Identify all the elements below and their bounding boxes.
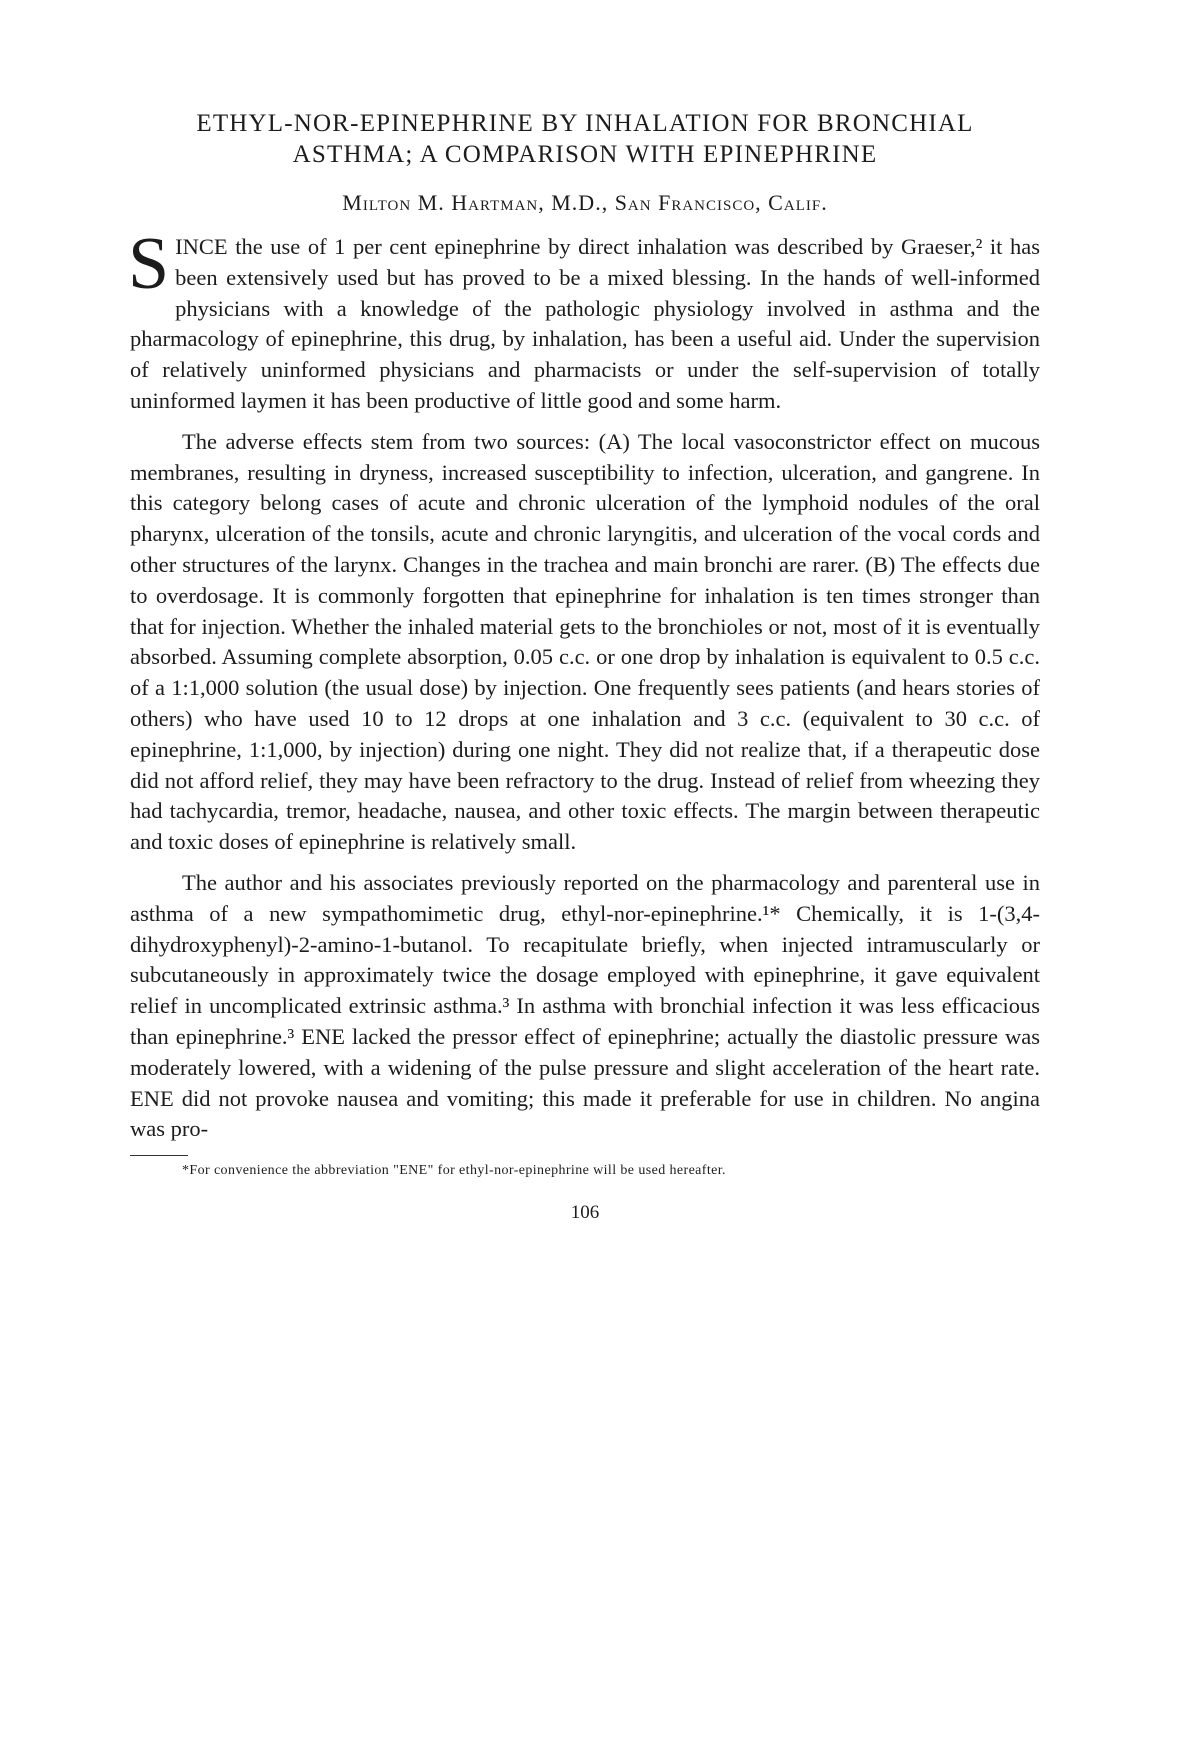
paragraph-1-text: INCE the use of 1 per cent epinephrine by direct inhalation was described by Graeser,² it has been extensively used but has proved to be a mixed blessing. In the hands of well-informed physicians with a knowledge of the pathologic physiology involved in asthma and the pharmacology of epinephrine, this drug, by inhalation, has been a useful aid. Under the supervision of relatively uninformed physicians and pharmacists or under the self-supervision of totally uninformed laymen it has been productive of little good and some harm. (130, 234, 1040, 413)
author-byline: Milton M. Hartman, M.D., San Francisco, Calif. (342, 190, 828, 215)
paragraph-3: The author and his associates previously reported on the pharmacology and parenteral use in asthma of a new sympathomimetic drug, ethyl-nor-epinephrine.¹* Chemically, it is 1-(3,4-dihydroxyphenyl)-2-amino-1-butanol. To recapitulate briefly, when injected intramuscularly or subcutaneously in approximately twice the dosage employed with epinephrine, it gave equivalent relief in uncomplicated extrinsic asthma.³ In asthma with bronchial infection it was less efficacious than epinephrine.³ ENE lacked the pressor effect of epinephrine; actually the diastolic pressure was moderately lowered, with a widening of the pulse pressure and slight acceleration of the heart rate. ENE did not provoke nausea and vomiting; this made it preferable for use in children. No angina was pro- (130, 869, 1040, 1142)
footnote: *For convenience the abbreviation "ENE" for ethyl-nor-epinephrine will be used hereafter. (182, 1163, 726, 1179)
title-line-2: ASTHMA; A COMPARISON WITH EPINEPHRINE (292, 141, 878, 168)
article-page (130, 108, 1040, 1224)
paragraph-1 (128, 223, 1040, 417)
footnote-divider (130, 1155, 188, 1156)
page-number: 106 (570, 1202, 600, 1224)
drop-cap: S (128, 223, 170, 305)
title-line-1: ETHYL-NOR-EPINEPHRINE BY INHALATION FOR BRONCHIAL (196, 110, 974, 137)
article-title (130, 108, 1040, 170)
paragraph-2: The adverse effects stem from two sources: (A) The local vasoconstrictor effect on mucous membranes, resulting in dryness, increased susceptibility to infection, ulceration, and gangrene. In this category belong cases of acute and chronic ulceration of the lymphoid nodules of the oral pharynx, ulceration of the tonsils, acute and chronic laryngitis, and ulceration of the vocal cords and other structures of the larynx. Changes in the trachea and main bronchi are rarer. (B) The effects due to overdosage. It is commonly forgotten that epinephrine for inhalation is ten times stronger than that for injection. Whether the inhaled material gets to the bronchioles or not, most of it is eventually absorbed. Assuming complete absorption, 0.05 c.c. or one drop by inhalation is equivalent to 0.5 c.c. of a 1:1,000 solution (the usual dose) by injection. One frequently sees patients (and hears stories of others) who have used 10 to 12 drops at one inhalation and 3 c.c. (equivalent to 30 c.c. of epinephrine, 1:1,000, by injection) during one night. They did not realize that, if a therapeutic dose did not afford relief, they may have been refractory to the drug. Instead of relief from wheezing they had tachycardia, tremor, headache, nausea, and other toxic effects. The margin between therapeutic and toxic doses of epinephrine is relatively small. (130, 428, 1040, 855)
